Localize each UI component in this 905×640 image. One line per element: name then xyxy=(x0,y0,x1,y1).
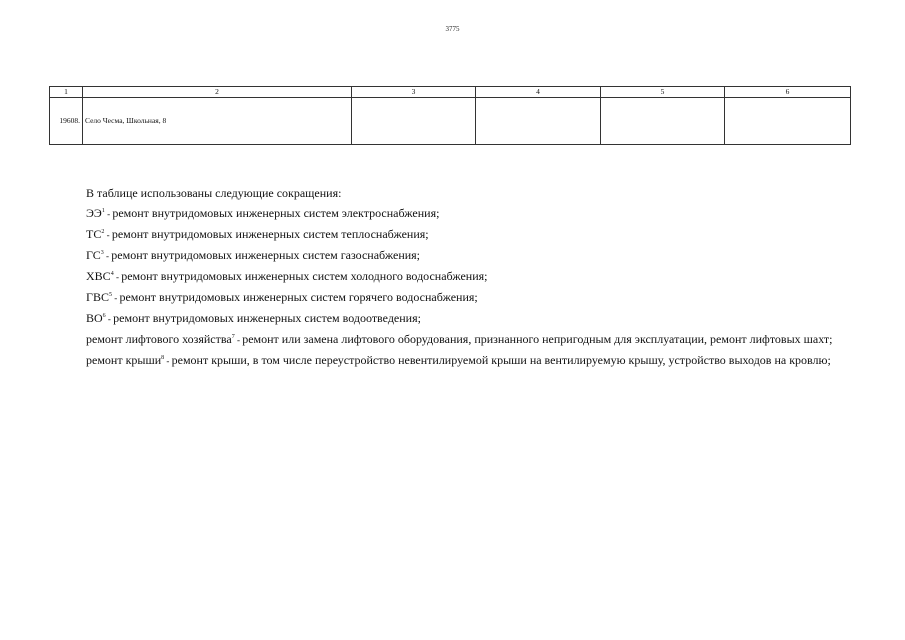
notes-intro: В таблице использованы следующие сокращения: xyxy=(86,186,342,200)
footnote-marker: 2 xyxy=(101,229,105,235)
table-header-row xyxy=(50,87,851,98)
abbreviation-item: $ЭЭ^1$ - ремонт внутридомовых инженерных систем электроснабжения; xyxy=(86,206,440,220)
abbreviation-term: ВО xyxy=(86,311,103,325)
abbreviation-term: ТС xyxy=(86,227,102,241)
row-cell-6 xyxy=(725,98,851,145)
column-header-1: 1 xyxy=(50,87,83,98)
footnote-marker: 8 xyxy=(161,355,165,361)
abbreviation-item: $ТС^2$ - ремонт внутридомовых инженерных систем теплоснабжения; xyxy=(86,227,429,241)
abbreviations-notes xyxy=(52,183,852,371)
abbreviation-term: ремонт крыши xyxy=(86,353,162,367)
abbreviation-definition: ремонт или замена лифтового оборудования, признанного непригодным для эксплуатации, ремонт лифтовых шахт; xyxy=(242,332,833,346)
footnote-marker: 1 xyxy=(101,208,105,214)
row-number: 19608. xyxy=(50,98,83,145)
abbreviation-definition: ремонт крыши, в том числе переустройство невентилируемой крыши на вентилируемую крышу, устройство выходов на кровлю; xyxy=(171,353,831,367)
footnote-marker: 7 xyxy=(231,334,235,340)
footnote-marker: 4 xyxy=(110,271,114,277)
abbreviation-term: ХВС xyxy=(86,269,111,283)
column-header-4: 4 xyxy=(476,87,601,98)
abbreviation-item: ГВС$^5$ - ремонт внутридомовых инженерных систем горячего водоснабжения; xyxy=(86,290,478,304)
row-address: Село Чесма, Школьная, 8 xyxy=(83,98,352,145)
abbreviation-item: ХВС$^4$ - ремонт внутридомовых инженерных систем холодного водоснабжения; xyxy=(86,269,488,283)
abbreviation-item: $ГС^3$ - ремонт внутридомовых инженерных систем газоснабжения; xyxy=(86,248,421,262)
column-header-6: 6 xyxy=(725,87,851,98)
abbreviation-definition: ремонт внутридомовых инженерных систем электроснабжения; xyxy=(112,206,440,220)
abbreviation-term: ЭЭ xyxy=(86,206,102,220)
abbreviation-term: ГС xyxy=(86,248,101,262)
abbreviation-definition: ремонт внутридомовых инженерных систем горячего водоснабжения; xyxy=(119,290,478,304)
abbreviation-item: ремонт лифтового хозяйства$^7$ - ремонт или замена лифтового оборудования, признанного непригодным для эксплуатации, ремонт лифтовых шахт; xyxy=(86,332,833,346)
table-row xyxy=(50,98,851,145)
abbreviation-term: ГВС xyxy=(86,290,109,304)
column-header-2: 2 xyxy=(83,87,352,98)
row-cell-3 xyxy=(352,98,476,145)
abbreviation-definition: ремонт внутридомовых инженерных систем теплоснабжения; xyxy=(111,227,429,241)
abbreviation-item: $ВО^6$ - ремонт внутридомовых инженерных систем водоотведения; xyxy=(86,311,421,325)
column-header-3: 3 xyxy=(352,87,476,98)
page-number: 3775 xyxy=(445,25,460,33)
footnote-marker: 6 xyxy=(102,313,106,319)
footnote-marker: 5 xyxy=(108,292,112,298)
row-cell-4 xyxy=(476,98,601,145)
footnote-marker: 3 xyxy=(100,250,104,256)
abbreviation-definition: ремонт внутридомовых инженерных систем водоотведения; xyxy=(113,311,421,325)
column-header-5: 5 xyxy=(601,87,725,98)
abbreviation-definition: ремонт внутридомовых инженерных систем газоснабжения; xyxy=(111,248,421,262)
address-table xyxy=(49,86,851,145)
abbreviation-definition: ремонт внутридомовых инженерных систем холодного водоснабжения; xyxy=(121,269,488,283)
row-cell-5 xyxy=(601,98,725,145)
abbreviation-item: ремонт крыши$^8$ - ремонт крыши, в том числе переустройство невентилируемой крыши на вентилируемую крышу, устройство выходов на кровлю; xyxy=(86,353,831,367)
abbreviation-term: ремонт лифтового хозяйства xyxy=(86,332,232,346)
